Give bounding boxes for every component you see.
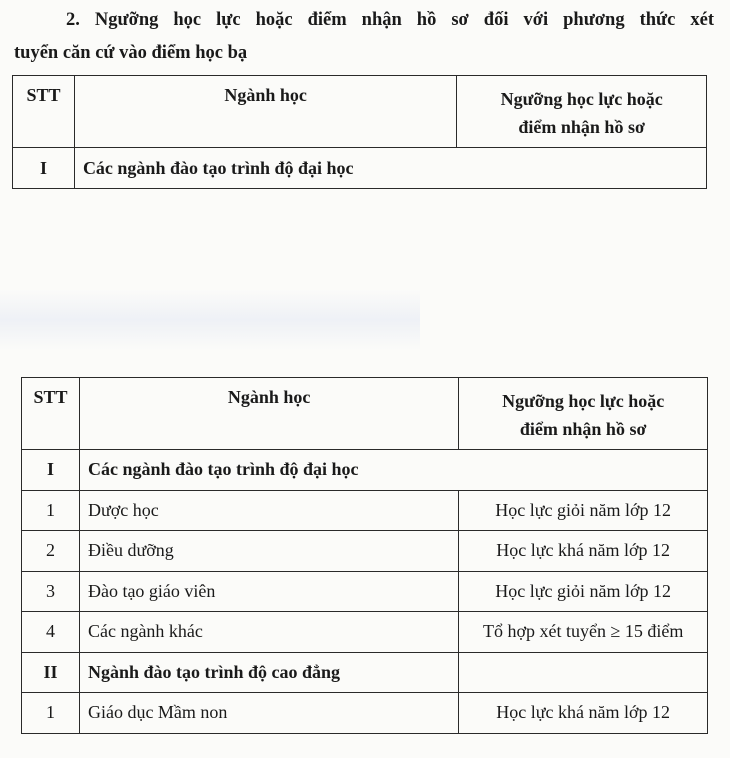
row-threshold: Học lực giỏi năm lớp 12 [459, 571, 708, 612]
table-row [22, 531, 708, 572]
table-section-row [22, 450, 708, 491]
table-row [22, 571, 708, 612]
header-threshold [459, 378, 708, 450]
row-section-title: Các ngành đào tạo trình độ đại học [79, 450, 707, 491]
row-stt: 1 [22, 693, 80, 734]
header-stt: STT [22, 378, 80, 450]
row-major: Các ngành khác [79, 612, 458, 653]
row-stt: I [13, 148, 75, 189]
table-section-row [13, 148, 707, 189]
row-threshold: Học lực khá năm lớp 12 [459, 693, 708, 734]
table-header-row [22, 378, 708, 450]
row-threshold: Tổ hợp xét tuyển ≥ 15 điểm [459, 612, 708, 653]
section-heading-line-2: tuyển căn cứ vào điểm học bạ [14, 43, 248, 63]
row-stt: 3 [22, 571, 80, 612]
header-major: Ngành học [79, 378, 458, 450]
row-section-title: Ngành đào tạo trình độ cao đẳng [79, 652, 458, 693]
table-section-row [22, 652, 708, 693]
table-row [22, 693, 708, 734]
table-row [22, 612, 708, 653]
row-major: Giáo dục Mầm non [79, 693, 458, 734]
row-threshold: Học lực khá năm lớp 12 [459, 531, 708, 572]
header-threshold [457, 76, 707, 148]
row-threshold [459, 652, 708, 693]
header-threshold-line-2: điểm nhận hồ sơ [518, 117, 645, 137]
row-stt: 1 [22, 490, 80, 531]
row-major: Điều dưỡng [79, 531, 458, 572]
admission-threshold-table [21, 377, 708, 734]
row-stt: I [22, 450, 80, 491]
header-stt: STT [13, 76, 75, 148]
section-heading [14, 4, 714, 70]
header-threshold-line-2: điểm nhận hồ sơ [519, 419, 647, 439]
header-threshold-line-1: Ngưỡng học lực hoặc [500, 89, 663, 109]
row-section-title: Các ngành đào tạo trình độ đại học [74, 148, 706, 189]
header-major: Ngành học [74, 76, 456, 148]
row-stt: 4 [22, 612, 80, 653]
scan-shading [0, 290, 420, 350]
row-stt: 2 [22, 531, 80, 572]
header-threshold-line-1: Ngưỡng học lực hoặc [502, 391, 665, 411]
row-threshold: Học lực giỏi năm lớp 12 [459, 490, 708, 531]
row-stt: II [22, 652, 80, 693]
row-major: Đào tạo giáo viên [79, 571, 458, 612]
row-major: Dược học [79, 490, 458, 531]
section-heading-line-1: 2. Ngưỡng học lực hoặc điểm nhận hồ sơ đối với phương thức xét [66, 10, 714, 30]
table-row [22, 490, 708, 531]
table-header-row [13, 76, 707, 148]
admission-threshold-table-partial [12, 75, 707, 189]
